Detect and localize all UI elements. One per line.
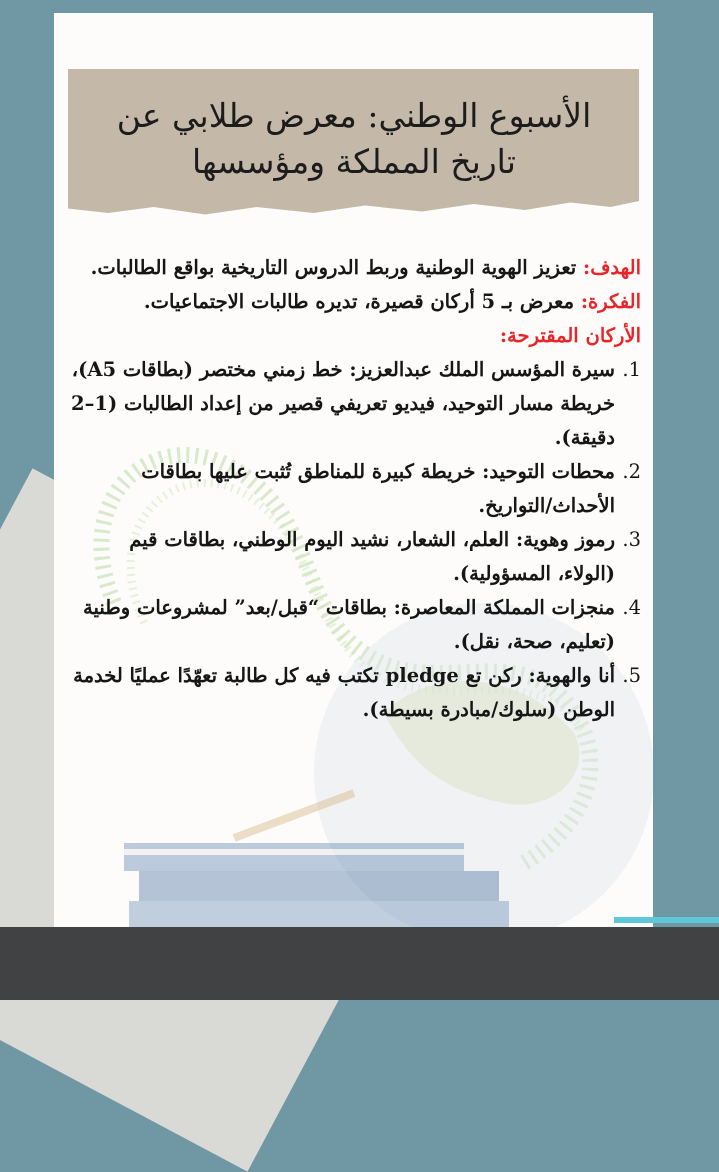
list-item [66, 523, 641, 591]
goal-label: الهدف: [583, 256, 641, 279]
books-decoration [124, 793, 509, 928]
idea-label: الفكرة: [580, 290, 641, 313]
list-item-text: منجزات المملكة المعاصرة: بطاقات “قبل/بعد” لمشروعات وطنية (تعليم، صحة، نقل). [83, 596, 615, 653]
idea-text: معرض بـ 5 أركان قصيرة، تديره طالبات الاجتماعيات. [143, 290, 575, 313]
list-item-number: 5. [622, 664, 641, 687]
corners-heading: الأركان المقترحة: [499, 324, 641, 347]
list-item-text: رموز وهوية: العلم، الشعار، نشيد اليوم الوطني، بطاقات قيم (الولاء، المسؤولية). [129, 528, 615, 585]
goal-text: تعزيز الهوية الوطنية وربط الدروس التاريخية بواقع الطالبات. [90, 256, 577, 279]
accent-bar [614, 917, 719, 923]
list-item-text: أنا والهوية: ركن تع pledge تكتب فيه كل طالبة تعهّدًا عمليًا لخدمة الوطن (سلوك/مبادرة بسيطة). [73, 664, 615, 721]
poster-page [54, 13, 653, 928]
poster-content [66, 251, 641, 727]
corners-list [66, 353, 641, 727]
idea-paragraph [66, 285, 641, 319]
list-item-number: 1. [622, 358, 641, 381]
list-item-text: محطات التوحيد: خريطة كبيرة للمناطق تُثبت عليها بطاقات الأحداث/التواريخ. [141, 460, 615, 517]
page-title: الأسبوع الوطني: معرض طلابي عن تاريخ المملكة ومؤسسها [116, 96, 592, 181]
list-item [66, 353, 641, 455]
list-item-number: 3. [622, 528, 641, 551]
list-item [66, 455, 641, 523]
goal-paragraph [66, 251, 641, 285]
footer-bar [0, 927, 719, 1000]
list-item-text: سيرة المؤسس الملك عبدالعزيز: خط زمني مختصر (بطاقات A5)، خريطة مسار التوحيد، فيديو تعريفي قصير من إعداد الطالبات (1–2 دقيقة). [71, 358, 615, 449]
list-item [66, 591, 641, 659]
list-item-number: 2. [622, 460, 641, 483]
list-item [66, 659, 641, 727]
list-item-number: 4. [622, 596, 641, 619]
